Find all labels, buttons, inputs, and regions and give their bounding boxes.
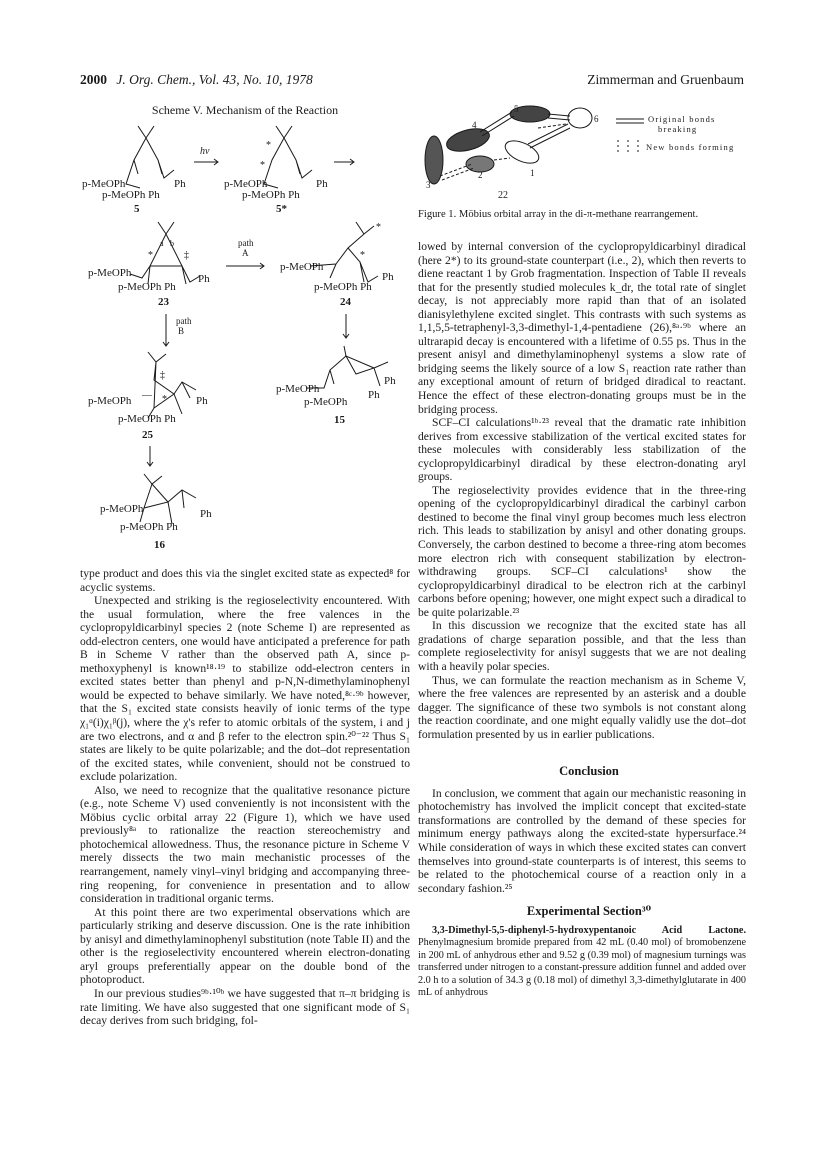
cmpd-16-number: 16 [154, 539, 165, 551]
svg-text:6: 6 [594, 114, 599, 124]
right-column [418, 240, 746, 1000]
orbital-1 [502, 136, 542, 168]
compound-5 [126, 126, 174, 188]
right-paragraph-2: SCF–CI calculations¹ᵇ·²³ reveal that the dramatic rate inhibition derives from excessive stabilization of the vertical excited states for these molecules with considerably less stabilization of the cyclopropyldicarbinyl diradical by these electron-donating aryl groups. [418, 416, 746, 484]
legend-original-bonds: Original bonds breaking [648, 114, 716, 134]
right-paragraph-5: Thus, we can formulate the reaction mechanism as in Scheme V, where the free valences are represented by an asterisk and a double dagger. The significance of these two symbols is not constant along the reaction coordinate, and one might equally validly use the dot–dot formulation presented by us in earlier publications. [418, 673, 746, 741]
cmpd-24-right-label: Ph [382, 271, 394, 283]
mobius-orbital-figure [418, 100, 752, 206]
conclusion-paragraph: In conclusion, we comment that again our mechanistic reasoning in photochemistry has involved the implicit concept that excited-state transformations are controlled by the demand of these species for minimum energy pathways along the excited-state hypersurface.²⁴ While consideration of ways in which these excited states can convert themselves into ground-state counterparts is of interest, this seems to be related to the photochemical course of a reaction only in a secondary fashion.²⁵ [418, 786, 746, 895]
cmpd-15-number: 15 [334, 414, 345, 426]
svg-text:—: — [142, 390, 152, 401]
cmpd-25-right-label: Ph [196, 395, 208, 407]
cmpd-15-bottom-label: p-MeOPh [304, 396, 348, 408]
svg-text:3: 3 [426, 180, 431, 190]
page-number: 2000 [80, 72, 107, 87]
cmpd-5-bottom-label: p-MeOPh Ph [102, 189, 160, 201]
figure-legend [616, 114, 734, 154]
cmpd-25-number: 25 [142, 429, 153, 441]
svg-text:1: 1 [530, 168, 535, 178]
compound-23 [130, 222, 200, 284]
experimental-heading: Experimental Section³⁰ [526, 904, 652, 919]
compound-5-star [264, 126, 312, 188]
left-paragraph-3: Also, we need to recognize that the qualitative resonance picture (e.g., note Scheme V) used conveniently is not inconsistent with the Möbius cyclic orbital array 22 (Figure 1), which we have used previously⁸ᵃ to rationalize the reaction stereochemistry and photochemical allowedness. Thus, the resonance picture in Scheme V merely dissects the two main mechanistic processes of the rearrangement, namely vinyl–vinyl bridging and accompanying three-ring reopening, for convenience in presentation and to allow consideration in traditional organic terms. [80, 783, 410, 906]
svg-text:b: b [170, 239, 174, 248]
svg-text:*: * [162, 394, 167, 405]
hv-label: hν [200, 146, 210, 157]
cmpd-24-bottom-label: p-MeOPh Ph [314, 281, 372, 293]
experimental-paragraph [418, 925, 746, 1000]
right-paragraph-1: lowed by internal conversion of the cyclopropyldicarbinyl diradical (here 2*) to its ground-state counterpart (i.e., 2), which then reverts to diene reactant 1 by Grob fragmentation. Inspection of Table II reveals that for the presently studied molecules k_dr, the total rate of singlet decay, is not appreciably more rapid than that of an isolated dianisylethylene excited singlet. This contrasts with such systems as 1,1,5,5-tetraphenyl-3,3-dimethyl-1,4-pentadiene (26),⁸ᵃ·⁹ᵇ where an ultrarapid decay is encountered with a lifetime of 0.55 ps. Thus in the present anisyl and dimethylaminophenyl systems a slow rate of bridging seems the likely source of a low S₁ reaction rate rather than any exceptional amount of return of bridged diradical to reactant. Hence the effect of these electron-donating groups must be in the bridging process. [418, 240, 746, 416]
experimental-body: Phenylmagnesium bromide prepared from 42 mL (0.40 mol) of bromobenzene in 200 mL of anhydrous ether and 9.52 g (0.39 mol) of magnesium turnings was transferred under nitrogen to a constant-pressure addition funnel and added over 2.0 h to a solution of 34.3 g (0.18 mol) of dimethyl 3,3-dimethylglutarate in 400 mL of anhydrous [418, 937, 746, 999]
left-paragraph-1: type product and does this via the singlet excited state as expected⁸ for acyclic systems. [80, 567, 410, 594]
scheme-diagram [78, 118, 418, 566]
compound-16 [140, 474, 196, 524]
cmpd-25-bottom-label: p-MeOPh Ph [118, 413, 176, 425]
orbital-6 [568, 108, 592, 128]
cmpd-23-right-label: Ph [198, 273, 210, 285]
cmpd-25-left-label: p-MeOPh [88, 395, 132, 407]
scheme-title: Scheme V. Mechanism of the Reaction [151, 103, 339, 117]
cmpd-23-left-label: p-MeOPh [88, 267, 132, 279]
figure-caption: Figure 1. Möbius orbital array in the di-π-methane rearrangement. [418, 209, 699, 220]
author-names: Zimmerman and Gruenbaum [587, 72, 744, 87]
cmpd-5star-bottom-label: p-MeOPh Ph [242, 189, 300, 201]
cmpd-24-left-label: p-MeOPh [280, 261, 324, 273]
cmpd-24-number: 24 [340, 296, 351, 308]
svg-text:‡: ‡ [160, 370, 165, 381]
experimental-compound-title: 3,3-Dimethyl-5,5-diphenyl-5-hydroxypentanoic Acid Lactone. [432, 924, 746, 936]
figure-compound-number: 22 [498, 190, 508, 201]
cmpd-5star-right-label: Ph [316, 178, 328, 190]
cmpd-5-number: 5 [134, 203, 140, 215]
cmpd-15-right-label-2: Ph [368, 389, 380, 401]
cmpd-16-left-label: p-MeOPh [100, 503, 144, 515]
left-paragraph-4: At this point there are two experimental observations which are particularly striking and deserve discussion. One is the rate inhibition by anisyl and dimethylaminophenyl substitution (note Table II) and the other is the regioselectivity encountered wherein electron-donating aryl groups preferentially appear on the double bond of the photoproduct. [80, 905, 410, 987]
cmpd-16-right-label: Ph [200, 508, 212, 520]
legend-new-bonds: New bonds forming [646, 142, 735, 152]
cmpd-5star-number: 5* [276, 203, 287, 215]
running-header-left [80, 72, 313, 88]
compound-15 [306, 346, 388, 388]
cmpd-5star-left-label: p-MeOPh [224, 178, 268, 190]
svg-text:a: a [160, 239, 164, 248]
left-paragraph-5: In our previous studies⁹ᵇ·¹⁰ᵇ we have suggested that π–π bridging is rate limiting. We have also suggested that one significant mode of S₁ decay derives from such bridging, fol- [80, 986, 410, 1028]
svg-text:‡: ‡ [184, 250, 189, 261]
cmpd-5-left-label: p-MeOPh [82, 178, 126, 190]
compound-24 [310, 222, 378, 282]
svg-text:*: * [360, 250, 365, 261]
svg-text:*: * [148, 250, 153, 261]
path-b-label: path B [176, 316, 192, 336]
cmpd-23-bottom-label: p-MeOPh Ph [118, 281, 176, 293]
cmpd-5-right-label: Ph [174, 178, 186, 190]
orbital-3 [425, 136, 443, 184]
cmpd-15-right-label-1: Ph [384, 375, 396, 387]
left-column [80, 567, 410, 1028]
svg-text:*: * [376, 222, 381, 233]
svg-text:4: 4 [472, 120, 477, 130]
conclusion-heading: Conclusion [559, 764, 619, 779]
right-paragraph-4: In this discussion we recognize that the excited state has all gradations of charge separation possible, and that the less than complete regioselectivity for anisyl suggests that we are not dealing with a heavily polar species. [418, 619, 746, 673]
compound-25 [148, 352, 196, 418]
path-a-label: path A [238, 238, 254, 258]
svg-text:2: 2 [478, 170, 483, 180]
cmpd-23-number: 23 [158, 296, 169, 308]
svg-text:*: * [266, 140, 271, 151]
cmpd-16-bottom-label: p-MeOPh Ph [120, 521, 178, 533]
cmpd-15-left-label: p-MeOPh [276, 383, 320, 395]
svg-text:5: 5 [514, 104, 519, 114]
right-paragraph-3: The regioselectivity provides evidence that in the three-ring opening of the cyclopropyldicarbinyl diradical the carbinyl carbon destined to become the final vinyl group becomes much less electron rich. This leads to stabilization by anisyl and other donating groups. Conversely, the carbon destined to become a three-ring atom becomes more electron rich with consequent stabilization by electron-withdrawing groups. SCF–CI calculations¹ show the cyclopropyldicarbinyl diradical to be electron rich at the carbinyl carbons before opening; however, one might expect such a diradical to be quite polarizable.²³ [418, 483, 746, 619]
left-paragraph-2: Unexpected and striking is the regioselectivity encountered. With the usual formulation, where the free valences in the cyclopropyldicarbinyl species 2 (note Scheme I) are represented as odd-electron centers, one would have anticipated a preference for path B in Scheme V rather than the observed path A, since p-methoxyphenyl is known¹⁸·¹⁹ to stabilize odd-electron centers in excited states better than phenyl and p-N,N-dimethylaminophenyl would be expected to behave similarly. We have noted,⁸ᶜ·⁹ᵇ however, that the S₁ excited state consists heavily of ionic terms of the type χ₁ᵅ(i)χ₁ᵝ(j), where the χ's refer to atomic orbitals of the system, i and j are two electrons, and α and β refer to the electron spin.²⁰⁻²² Thus S₁ states are likely to be quite polarizable; and the dot–dot representation of the excited states, while convenient, should not be construed to exclude polarization. [80, 594, 410, 784]
svg-text:*: * [260, 160, 265, 171]
journal-citation: J. Org. Chem., Vol. 43, No. 10, 1978 [116, 72, 313, 87]
